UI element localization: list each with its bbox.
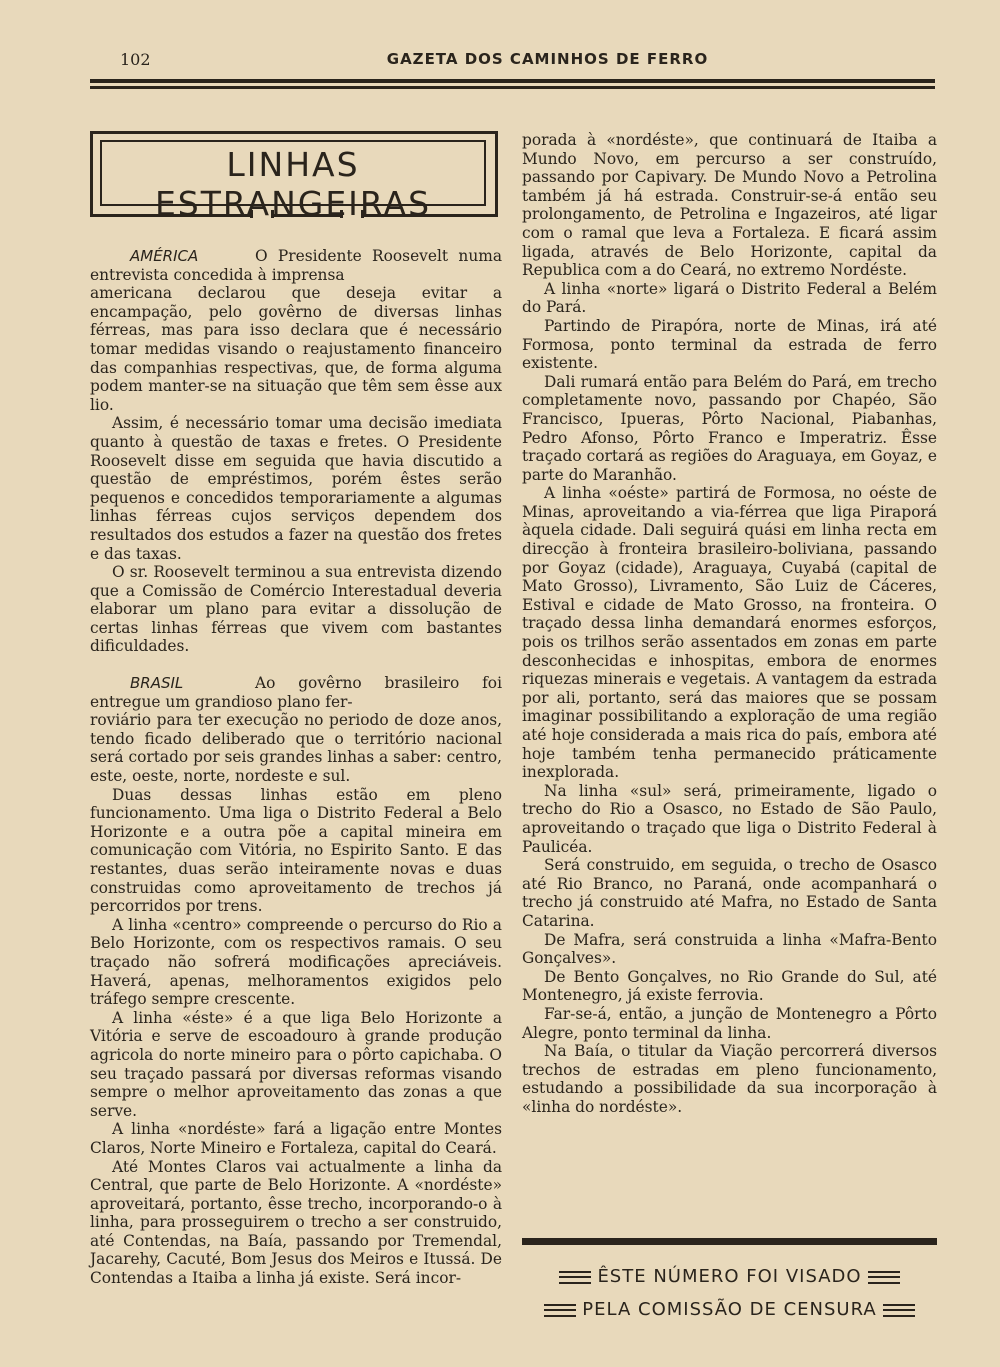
paragraph: A linha «centro» compreende o percurso do Rio a Belo Horizonte, com os respectivos ramais. O seu traçado não sofrerá modificações apreciáveis. Haverá, apenas, melhoramentos exigidos pelo tráfego sempre crescente. — [90, 915, 502, 1009]
paragraph: De Bento Gonçalves, no Rio Grande do Sul, até Montenegro, já existe ferrovia. — [522, 967, 937, 1005]
left-column — [90, 247, 502, 1288]
header-rule-top — [90, 79, 935, 83]
journal-title: GAZETA DOS CAMINHOS DE FERRO — [386, 50, 709, 68]
paragraph: A linha «éste» é a que liga Belo Horizonte a Vitória e serve de escoadouro à grande produção agricola do norte mineiro para o pôrto capichaba. O seu traçado passará por diversas reformas visando sempre o melhor aproveitamento das zonas a que serve. — [90, 1008, 502, 1120]
article-title-box — [90, 131, 496, 221]
ornament-dash — [883, 1304, 915, 1317]
header-rule-bottom — [90, 86, 935, 89]
ornament-dash — [868, 1271, 900, 1284]
paragraph: Far-se-á, então, a junção de Montenegro a Pôrto Alegre, ponto terminal da linha. — [522, 1004, 937, 1042]
paragraph: De Mafra, será construida a linha «Mafra-Bento Gonçalves». — [522, 930, 937, 968]
america-lead-text: O Presidente Roosevelt numa entrevista concedida à imprensa — [90, 247, 502, 284]
ornament-dash — [544, 1304, 576, 1317]
america-lead — [90, 247, 502, 284]
censorship-notice-line1 — [522, 1266, 937, 1292]
brasil-lead-text: Ao govêrno brasileiro foi entregue um grandioso plano fer- — [90, 674, 502, 711]
paragraph: roviário para ter execução no periodo de doze anos, tendo ficado deliberado que o território nacional será cortado por seis grandes linhas a saber: centro, este, oeste, norte, nordeste e sul. — [90, 711, 502, 786]
paragraph: americana declarou que deseja evitar a encampação, pelo govêrno de diversas linhas férreas, mas para isso declara que é necessário tomar medidas visando o reajustamento financeiro das companhias respectivas, que, de forma alguma podem manter-se na situação que têm sem êsse aux lio. — [90, 284, 502, 414]
article-title: LINHAS ESTRANGEIRAS — [154, 145, 432, 223]
paragraph: A linha «norte» ligará o Distrito Federal a Belém do Pará. — [522, 279, 937, 317]
paragraph: A linha «oéste» partirá de Formosa, no oéste de Minas, aproveitando a via-férrea que liga Piraporá àquela cidade. Dali seguirá quási em linha recta em direcção à fronteira brasileiro-boliviana, passando por Goyaz (cidade), Araguaya, Cuyabá (capital de Mato Grosso), Livramento, São Luiz de Cáceres, Estival e cidade de Mato Grosso, na fronteira. O traçado dessa linha demandará enormes esforços, pois os trilhos serão assentados em zonas em parte desconhecidas e inhospitas, embora de enormes riquezas minerais e vegetais. A vantagem da estrada por ali, portanto, será das maiores que se possam imaginar possibilitando a exploração de uma região até hoje considerada a mais rica do país, embora até hoje também tenha permanecido práticamente inexplorada. — [522, 484, 937, 782]
page-number: 102 — [120, 50, 151, 69]
paragraph: Na linha «sul» será, primeiramente, ligado o trecho do Rio a Osasco, no Estado de São Paulo, aproveitando o traçado que liga o Distrito Federal à Paulicéa. — [522, 781, 937, 856]
paragraph: Duas dessas linhas estão em pleno funcionamento. Uma liga o Distrito Federal a Belo Horizonte e a outra põe a capital mineira em comunicação com Vitória, no Espirito Santo. E das restantes, duas serão inteiramente novas e duas construidas como aproveitamento de trechos já percorridos por trens. — [90, 785, 502, 916]
right-column — [522, 131, 937, 1116]
ornament-dash — [559, 1271, 591, 1284]
paragraph: Partindo de Pirapóra, norte de Minas, irá até Formosa, ponto terminal da estrada de ferro existente. — [522, 316, 937, 373]
paragraph: Na Baía, o titular da Viação percorrerá diversos trechos de estradas em pleno funcionamento, estudando a possibilidade da sua incorporação à «linha do nordéste». — [522, 1042, 937, 1116]
paragraph: Assim, é necessário tomar uma decisão imediata quanto à questão de taxas e fretes. O Presidente Roosevelt disse em seguida que havia discutido a questão de empréstimos, porém êstes serão pequenos e concedidos temporariamente a algumas linhas férreas cujos serviços dependem dos resultados dos estudos a fazer na questão dos fretes e das taxas. — [90, 414, 502, 563]
paragraph: Até Montes Claros vai actualmente a linha da Central, que parte de Belo Horizonte. A «nordéste» aproveitará, portanto, êsse trecho, incorporando-o à linha, para prosseguirem o trecho a ser construido, até Contendas, na Baía, passando por Tremendal, Jacarehy, Cacuté, Bom Jesus dos Meiros e Itussá. De Contendas a Itaiba a linha já existe. Será incor- — [90, 1157, 502, 1288]
censorship-text-2: PELA COMISSÃO DE CENSURA — [582, 1299, 877, 1320]
censorship-notice-line2 — [522, 1299, 937, 1325]
paragraph: porada à «nordéste», que continuará de Itaiba a Mundo Novo, em percurso a ser construído, passando por Capivary. De Mundo Novo a Petrolina também já há estrada. Construir-se-á então seu prolongamento, de Petrolina e Ingazeiros, até ligar com o ramal que leva a Fortaleza. E ficará assim ligada, através de Belo Horizonte, capital da Republica com a do Ceará, no extremo Nordéste. — [522, 131, 937, 280]
paragraph: Será construido, em seguida, o trecho de Osasco até Rio Branco, no Paraná, onde acompanhará o trecho já construido até Mafra, no Estado de Santa Catarina. — [522, 856, 937, 930]
paragraph: A linha «nordéste» fará a ligação entre Montes Claros, Norte Mineiro e Fortaleza, capital do Ceará. — [90, 1120, 502, 1157]
footer-rule — [522, 1238, 937, 1245]
section-label-brasil: BRASIL — [130, 674, 184, 693]
section-label-america: AMÉRICA — [130, 247, 199, 265]
paragraph: O sr. Roosevelt terminou a sua entrevista dizendo que a Comissão de Comércio Interestadual deveria elaborar um plano para evitar a dissolução de certas linhas férreas que vivem com bastantes dificuldades. — [90, 563, 502, 656]
brasil-lead — [90, 674, 502, 711]
paragraph: Dali rumará então para Belém do Pará, em trecho completamente novo, passando por Chapéo, São Francisco, Ipueras, Pôrto Nacional, Piabanhas, Pedro Afonso, Pôrto Franco e Imperatriz. Êsse traçado cortará as regiões do Araguaya, em Goyaz, e parte do Maranhão. — [522, 372, 937, 484]
page-header — [120, 50, 935, 72]
censorship-text-1: ÊSTE NÚMERO FOI VISADO — [597, 1266, 862, 1287]
